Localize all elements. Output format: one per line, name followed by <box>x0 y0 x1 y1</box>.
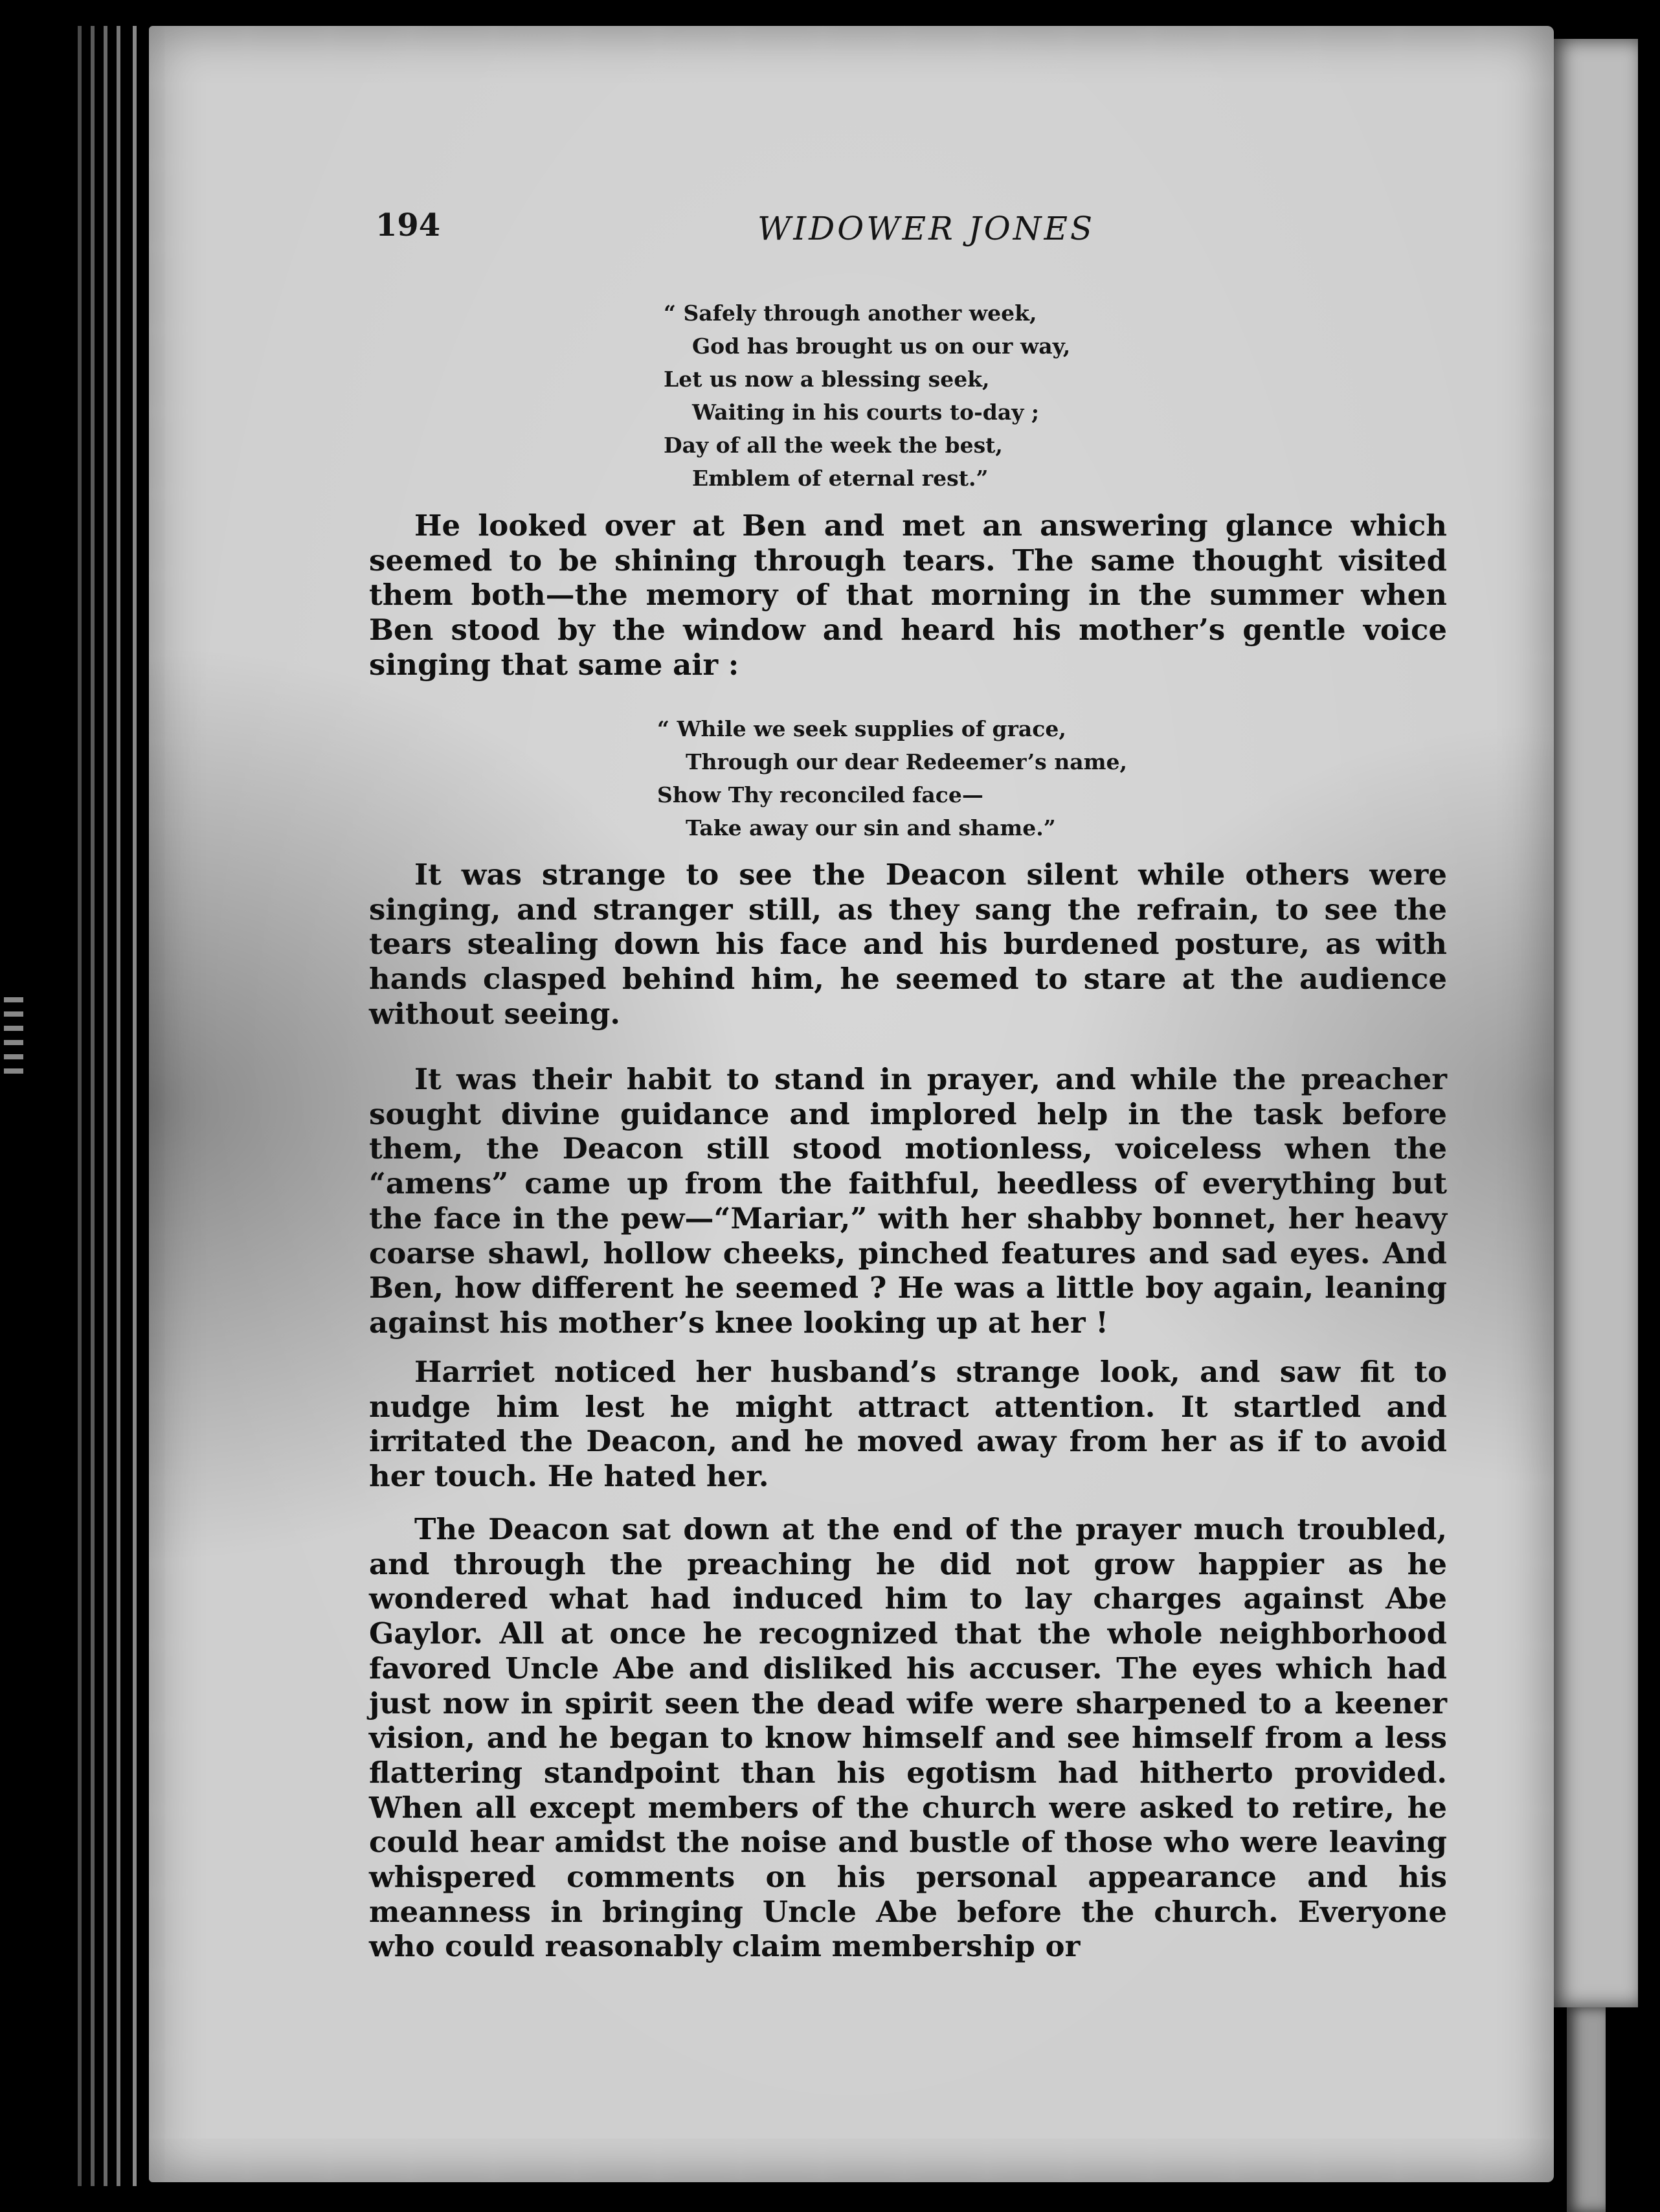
verse-line: God has brought us on our way, <box>692 333 1071 359</box>
paragraph-text: He looked over at Ben and met an answering glance which seemed to be shining through tears. The same thought visited them both—the memory of that morning in the summer when Ben stood by the window and heard his mother’s gentle voice singing that same air : <box>369 508 1447 682</box>
binding-stitches <box>4 997 23 1075</box>
verse-line: Day of all the week the best, <box>664 433 1003 458</box>
verse-line: Waiting in his courts to-day ; <box>692 400 1040 425</box>
paragraph-text: Harriet noticed her husband’s strange look, and saw fit to nudge him lest he might attract attention. It startled and irritated the Deacon, and he moved away from her as if to avoid her touch. He hated her. <box>369 1355 1447 1494</box>
verse-line: Take away our sin and shame.” <box>686 815 1056 841</box>
paragraph <box>369 508 1447 683</box>
verse-line: “ While we seek supplies of grace, <box>657 716 1066 741</box>
running-title: WIDOWER JONES <box>757 210 1095 247</box>
page-edge <box>133 26 137 2186</box>
verse-line: “ Safely through another week, <box>664 300 1037 326</box>
page-edge <box>104 26 107 2186</box>
paragraph <box>369 857 1447 1032</box>
page-edge <box>78 26 82 2186</box>
facing-page-edge <box>1554 39 1638 2007</box>
paragraph-text: It was their habit to stand in prayer, and while the preacher sought divine guidance and implored help in the task before them, the Deacon still stood motionless, voiceless when the “amens” came up from the faithful, heedless of everything but the face in the pew—“Mariar,” with her shabby bonnet, her heavy coarse shawl, hollow cheeks, pinched features and sad eyes. And Ben, how different he seemed ? He was a little boy again, leaning against his mother’s knee looking up at her ! <box>369 1062 1447 1340</box>
paragraph <box>369 1355 1447 1494</box>
page-edge <box>117 26 120 2186</box>
verse-line: Show Thy reconciled face— <box>657 782 983 807</box>
page-number: 194 <box>376 207 441 243</box>
verse-line: Let us now a blessing seek, <box>664 367 990 392</box>
page-header <box>376 207 1101 259</box>
page-edge <box>91 26 95 2186</box>
hymn-verse-2 <box>657 712 1127 844</box>
verse-line: Emblem of eternal rest.” <box>692 466 989 491</box>
paragraph <box>369 1512 1447 1964</box>
hymn-verse-1 <box>664 297 1070 495</box>
paragraph <box>369 1062 1447 1340</box>
paragraph-text: The Deacon sat down at the end of the prayer much troubled, and through the preaching he did not grow happier as he wondered what had induced him to lay charges against Abe Gaylor. All at once he recognized that the whole neighborhood favored Uncle Abe and disliked his accuser. The eyes which had just now in spirit seen the dead wife were sharpened to a keener vision, and he began to know himself and see himself from a less flattering standpoint than his egotism had hitherto provided. When all except members of the church were asked to retire, he could hear amidst the noise and bustle of those who were leaving whispered comments on his personal appearance and his meanness in bringing Uncle Abe before the church. Everyone who could reasonably claim membership or <box>369 1512 1447 1964</box>
paragraph-text: It was strange to see the Deacon silent while others were singing, and stranger still, as they sang the refrain, to see the tears stealing down his face and his burdened posture, as with hands clasped behind him, he seemed to stare at the audience without seeing. <box>369 857 1447 1031</box>
facing-page-corner <box>1567 2007 1606 2212</box>
verse-line: Through our dear Redeemer’s name, <box>686 749 1128 774</box>
